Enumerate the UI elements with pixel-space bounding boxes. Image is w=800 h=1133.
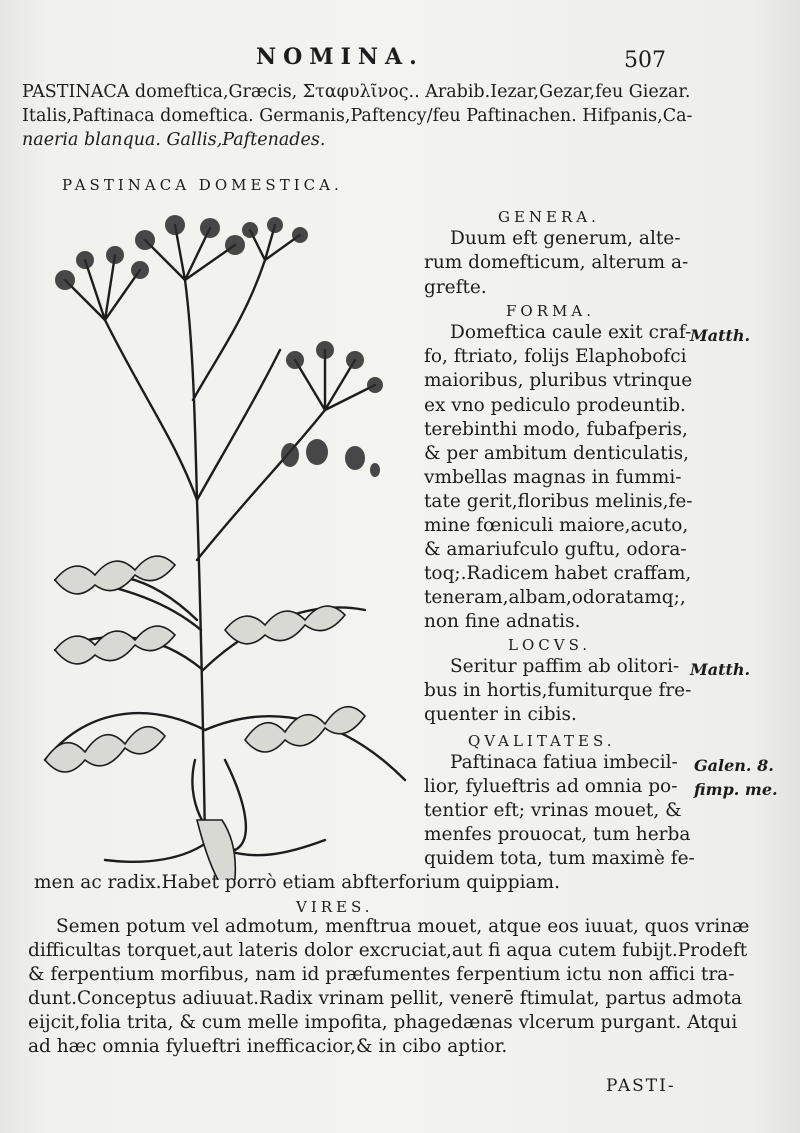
forma-line-10: & amariufculo guftu, odora- <box>424 539 687 560</box>
forma-line-13: non fine adnatis. <box>424 611 581 632</box>
forma-line-11: toq;.Radicem habet craffam, <box>424 563 692 584</box>
forma-line-3: maioribus, pluribus vtrinque <box>424 370 693 391</box>
figure-caption: PASTINACA DOMESTICA. <box>62 176 343 194</box>
vires-heading: VIRES. <box>296 898 374 916</box>
catchword: PASTI- <box>606 1076 676 1096</box>
genera-line-1: Duum eft generum, alte- <box>450 228 681 249</box>
qualitates-line-3: tentior eft; vrinas mouet, & <box>424 800 682 821</box>
qualitates-line-4: menfes prouocat, tum herba <box>424 824 691 845</box>
qualitates-heading: QVALITATES. <box>468 732 616 750</box>
forma-line-8: tate gerit,floribus melinis,fe- <box>424 491 693 512</box>
nomina-line-1: PASTINACA domeftica,Græcis, Σταφυλῖνος.. Arabib.Iezar,Gezar,feu Giezar. <box>22 82 691 102</box>
locus-line-1: Seritur paffim ab olitori- <box>450 656 680 677</box>
forma-line-7: vmbellas magnas in fummi- <box>424 467 682 488</box>
forma-line-5: terebinthi modo, fubafperis, <box>424 419 688 440</box>
vires-line-3: & ferpentium morfibus, nam id præfumentes ferpentium ictu non affici tra- <box>28 964 735 985</box>
vires-line-4: dunt.Conceptus adiuuat.Radix vrinam pellit, venerē ftimulat, partus admota <box>28 988 742 1009</box>
forma-line-1: Domeftica caule exit craf- <box>450 322 692 343</box>
nomina-line-3: naeria blanqua. Gallis,Paftenades. <box>22 130 326 150</box>
forma-line-12: teneram,albam,odoratamq;, <box>424 587 686 608</box>
locus-line-3: quenter in cibis. <box>424 704 577 725</box>
margin-ref-galen-2: fimp. me. <box>694 780 778 799</box>
forma-line-4: ex vno pediculo prodeuntib. <box>424 395 686 416</box>
vires-line-6: ad hæc omnia fylueftri inefficacior,& in cibo aptior. <box>28 1036 508 1057</box>
margin-ref-galen-1: Galen. 8. <box>694 756 774 775</box>
nomina-line-2: Italis,Paftinaca domeftica. Germanis,Paftency/feu Paftinachen. Hifpanis,Ca- <box>22 106 693 126</box>
running-title: NOMINA. <box>256 44 424 70</box>
genera-line-3: grefte. <box>424 277 487 298</box>
parsnip-woodcut-image <box>25 200 425 880</box>
genera-line-2: rum domefticum, alterum a- <box>424 252 689 273</box>
qualitates-line-5: quidem tota, tum maximè fe- <box>424 848 695 869</box>
forma-heading: FORMA. <box>506 302 595 320</box>
page-number: 507 <box>624 48 666 73</box>
locus-line-2: bus in hortis,fumiturque fre- <box>424 680 692 701</box>
qualitates-line-2: lior, fylueftris ad omnia po- <box>424 776 678 797</box>
margin-ref-matth-1: Matth. <box>690 326 751 345</box>
margin-ref-matth-2: Matth. <box>690 660 751 679</box>
forma-line-6: & per ambitum denticulatis, <box>424 443 689 464</box>
vires-line-5: eijcit,folia trita, & cum melle impofita, phagedænas vlcerum purgant. Atqui <box>28 1012 738 1033</box>
vires-line-2: difficultas torquet,aut lateris dolor excruciat,aut fi aqua cutem fubijt.Prodeft <box>28 940 748 961</box>
forma-line-2: fo, ftriato, folijs Elaphobofci <box>424 346 687 367</box>
genera-heading: GENERA. <box>498 208 600 226</box>
vires-line-1: Semen potum vel admotum, menftrua mouet, atque eos iuuat, quos vrinæ <box>56 916 750 937</box>
qualitates-line-1: Paftinaca fatiua imbecil- <box>450 752 678 773</box>
locus-heading: LOCVS. <box>508 636 592 654</box>
qualitates-line-6: men ac radix.Habet porrò etiam abfterforium quippiam. <box>34 872 560 893</box>
forma-line-9: mine fœniculi maiore,acuto, <box>424 515 689 536</box>
